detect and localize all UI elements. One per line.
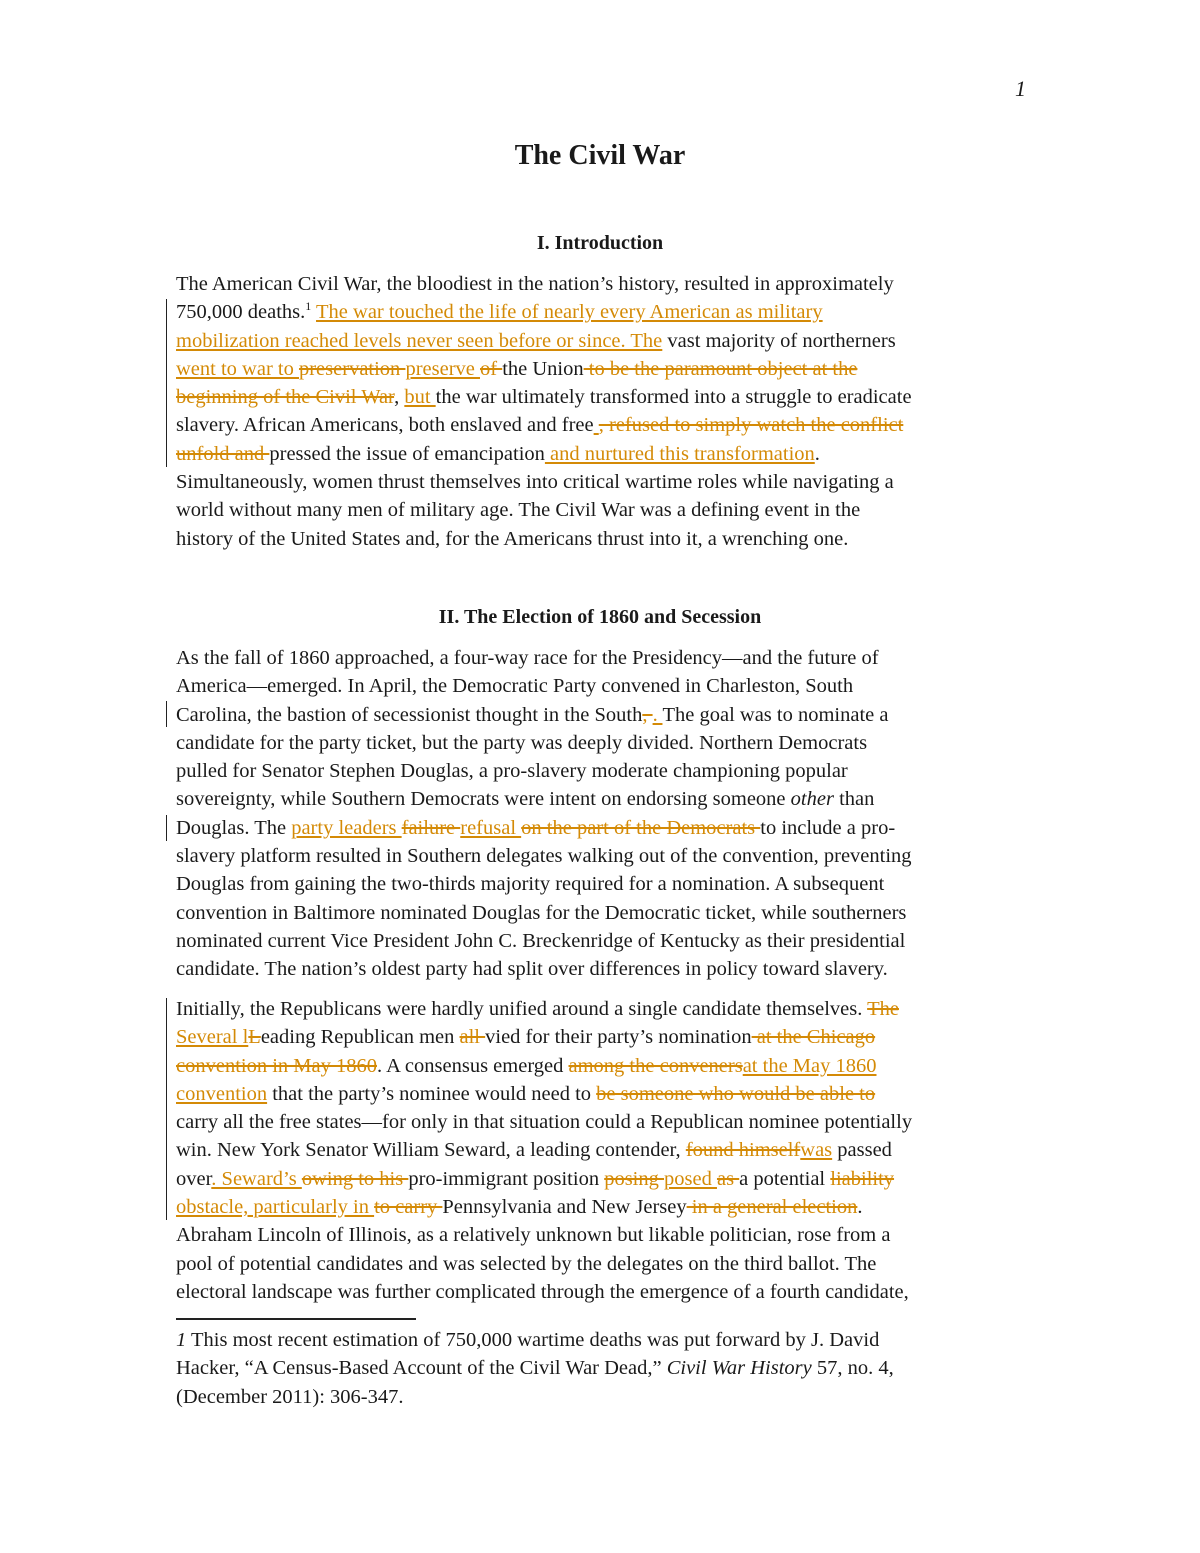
text-line: world without many men of military age. The Civil War was a defining event in the xyxy=(176,499,861,522)
deletion: on the part of the Democrats xyxy=(521,816,761,839)
text-line: convention in May 1860. A consensus emerged among the convenersat the May 1860 xyxy=(176,1054,877,1077)
insertion: The war touched the life of nearly every American as military xyxy=(316,301,823,324)
insertion: was xyxy=(800,1139,833,1162)
deletion: among the conveners xyxy=(568,1054,743,1077)
page-number: 1 xyxy=(1015,76,1026,101)
deletion: liability xyxy=(830,1167,895,1190)
deletion: at the Chicago xyxy=(751,1026,876,1049)
text-line: electoral landscape was further complicated through the emergence of a fourth candidate, xyxy=(176,1280,909,1303)
insertion: and nurtured this transformation xyxy=(544,442,815,465)
deletion: owing to his xyxy=(301,1167,409,1190)
insertion: obstacle, particularly in xyxy=(176,1196,375,1219)
insertion: party leaders xyxy=(291,816,402,839)
section-heading-election: II. The Election of 1860 and Secession xyxy=(438,606,762,628)
deletion: found himself xyxy=(685,1139,801,1162)
deletion: all xyxy=(459,1026,486,1049)
deletion: posing xyxy=(604,1167,665,1190)
insertion: refusal xyxy=(460,816,522,839)
text-line: slavery. African Americans, both enslaved and free , refused to simply watch the conflict xyxy=(176,414,904,437)
text-line: slavery platform resulted in Southern delegates walking out of the convention, preventing xyxy=(176,845,912,868)
change-bar xyxy=(166,701,167,727)
text-line: Douglas from gaining the two-thirds majority required for a nomination. A subsequent xyxy=(176,873,885,896)
text-line: sovereignty, while Southern Democrats were intent on endorsing someone other than xyxy=(176,788,875,811)
text-line: history of the United States and, for the Americans thrust into it, a wrenching one. xyxy=(176,527,849,550)
insertion: . Seward’s xyxy=(211,1167,302,1190)
deletion: failure xyxy=(401,816,461,839)
insertion: convention xyxy=(176,1082,268,1105)
deletion: be someone who would be able to xyxy=(596,1082,876,1105)
deletion: convention in May 1860 xyxy=(176,1054,377,1077)
text-line: nominated current Vice President John C. Breckenridge of Kentucky as their presidential xyxy=(176,929,906,952)
paragraph-election-1860 xyxy=(176,644,1036,984)
insertion: went to war to xyxy=(176,357,299,380)
paragraph-introduction xyxy=(176,270,1036,553)
text-line: candidate. The nation’s oldest party had split over differences in policy toward slavery. xyxy=(176,958,888,981)
change-bar xyxy=(166,299,167,467)
text-line: America—emerged. In April, the Democratic Party convened in Charleston, South xyxy=(176,675,854,698)
text-line: win. New York Senator William Seward, a leading contender, found himselfwas passed xyxy=(176,1139,892,1162)
change-bar xyxy=(166,815,167,841)
text-line: pulled for Senator Stephen Douglas, a pro-slavery moderate championing popular xyxy=(176,760,848,783)
text-line: unfold and pressed the issue of emancipation and nurtured this transformation. xyxy=(176,442,820,465)
footnote-ref[interactable]: 1 xyxy=(305,299,312,314)
text-line: obstacle, particularly in to carry Pennsylvania and New Jersey in a general election. xyxy=(176,1196,863,1219)
text-line: Simultaneously, women thrust themselves into critical wartime roles while navigating a xyxy=(176,471,894,494)
deletion: beginning of the Civil War xyxy=(176,386,395,409)
text-line: Abraham Lincoln of Illinois, as a relatively unknown but likable politician, rose from a xyxy=(176,1224,891,1247)
insertion: mobilization reached levels never seen before or since. The xyxy=(176,329,663,352)
insertion: . xyxy=(652,703,663,726)
deletion: as xyxy=(716,1167,740,1190)
text-line: Initially, the Republicans were hardly unified around a single candidate themselves. The xyxy=(176,998,899,1020)
text-line: 1 This most recent estimation of 750,000 wartime deaths was put forward by J. David xyxy=(176,1329,880,1351)
deletion: in a general election xyxy=(686,1196,858,1219)
deletion: of xyxy=(480,357,503,380)
text-line: Several lLeading Republican men all vied for their party’s nomination at the Chicago xyxy=(176,1026,876,1049)
insertion: at the May 1860 xyxy=(742,1054,877,1077)
text-line: As the fall of 1860 approached, a four-way race for the Presidency—and the future of xyxy=(176,647,879,669)
insertion: but xyxy=(404,386,436,409)
text-line: 750,000 deaths.$^1$ The war touched the life of nearly every American as military xyxy=(176,299,823,324)
text-line: over. Seward’s owing to his pro-immigrant position posing posed as a potential liability xyxy=(176,1167,895,1190)
insertion: posed xyxy=(664,1167,717,1190)
deletion: L xyxy=(248,1026,261,1049)
deletion: preservation xyxy=(298,357,406,380)
insertion: preserve xyxy=(405,357,480,380)
text-line: convention in Baltimore nominated Douglas for the Democratic ticket, while southerners xyxy=(176,901,907,924)
deletion: , refused to simply watch the conflict xyxy=(598,414,904,437)
deletion: to be the paramount object at the xyxy=(583,357,858,380)
insertion: Several l xyxy=(176,1026,249,1049)
text-line: Carolina, the bastion of secessionist thought in the South, . The goal was to nominate a xyxy=(176,703,889,726)
deletion: The xyxy=(867,998,899,1020)
text-line: candidate for the party ticket, but the party was deeply divided. Northern Democrats xyxy=(176,731,868,754)
footnote-separator xyxy=(176,1318,416,1320)
section-heading-introduction: I. Introduction xyxy=(536,232,664,254)
footnote xyxy=(176,1326,1036,1411)
change-bar xyxy=(166,998,167,1220)
text-line: (December 2011): 306-347. xyxy=(176,1385,404,1408)
text-line: carry all the free states—for only in that situation could a Republican nominee potentially xyxy=(176,1111,913,1134)
text-line: Hacker, “A Census-Based Account of the Civil War Dead,” Civil War History 57, no. 4, xyxy=(176,1357,894,1380)
text-line: went to war to preservation preserve of the Union to be the paramount object at the xyxy=(176,357,858,380)
text-line: pool of potential candidates and was selected by the delegates on the third ballot. The xyxy=(176,1252,877,1275)
text-line: Douglas. The party leaders failure refusal on the part of the Democrats to include a pro- xyxy=(176,816,896,839)
document-title: The Civil War xyxy=(514,140,686,171)
text-line: mobilization reached levels never seen before or since. The vast majority of northerners xyxy=(176,329,896,352)
footnote-number: 1 xyxy=(176,1329,187,1351)
deletion: , xyxy=(642,703,653,726)
text-line: convention that the party’s nominee would need to be someone who would be able to xyxy=(176,1082,876,1105)
paragraph-republicans xyxy=(176,995,1036,1306)
text-line: The American Civil War, the bloodiest in the nation’s history, resulted in approximately xyxy=(176,273,894,295)
text-line: beginning of the Civil War, but the war ultimately transformed into a struggle to eradicate xyxy=(176,386,912,409)
deletion: to carry xyxy=(374,1196,443,1219)
deletion: unfold and xyxy=(176,442,270,465)
